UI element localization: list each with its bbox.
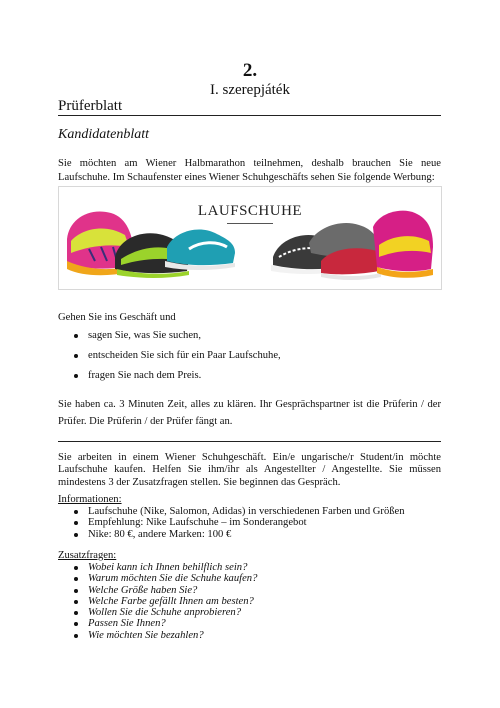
candidate-title: Kandidatenblatt (58, 127, 149, 142)
shoe-teal-icon (165, 229, 235, 270)
info-list (58, 506, 405, 540)
time-instruction: Sie haben ca. 3 Minuten Zeit, alles zu klären. Ihr Gesprächspartner ist die Prüferin / der Prüfer. Die Prüferin / der Prüfer fängt an. (58, 399, 441, 427)
section-rule (58, 441, 441, 442)
list-item: Wie möchten Sie bezahlen? (58, 630, 257, 641)
shoe-magenta-yellow-icon (373, 211, 433, 278)
info-heading: Informationen: (58, 494, 122, 505)
roleplay-title: I. szerepjáték (210, 82, 290, 98)
ad-title: LAUFSCHUHE (197, 203, 303, 219)
go-instruction: Gehen Sie ins Geschäft und (58, 312, 176, 323)
candidate-intro: Sie möchten am Wiener Halbmarathon teilnehmen, deshalb brauchen Sie neue Laufschuhe. Im Schaufenster eines Wiener Schuhgeschäfts sehen Sie folgende Werbung: (58, 158, 441, 183)
list-item: Laufschuhe (Nike, Salomon, Adidas) in verschiedenen Farben und Größen (58, 506, 405, 517)
header-rule (58, 115, 441, 116)
examiner-intro: Sie arbeiten in einem Wiener Schuhgeschäft. Ein/e ungarische/r Student/in möchte Laufschuhe kaufen. Helfen Sie ihm/ihr als Angestellter / Angestellte. Sie müssen mindestens 3 der Zusatzfragen stellen. Sie beginnen das Gespräch. (58, 452, 441, 488)
ad-image (58, 186, 442, 290)
questions-heading: Zusatzfragen: (58, 550, 117, 561)
list-item: Wobei kann ich Ihnen behilflich sein? (58, 562, 257, 573)
questions-list (58, 562, 257, 641)
list-item: Welche Farbe gefällt Ihnen am besten? (58, 596, 257, 607)
sheet-title: Prüferblatt (58, 98, 123, 114)
ad-title-underline (227, 223, 273, 224)
list-item: Empfehlung: Nike Laufschuhe – im Sonderangebot (58, 517, 405, 528)
list-item: entscheiden Sie sich für ein Paar Laufschuhe, (58, 349, 281, 369)
list-item: sagen Sie, was Sie suchen, (58, 329, 281, 349)
task-list (58, 329, 281, 389)
list-item: fragen Sie nach dem Preis. (58, 369, 281, 389)
list-item: Nike: 80 €, andere Marken: 100 € (58, 529, 405, 540)
list-item: Passen Sie Ihnen? (58, 618, 257, 629)
list-item: Wollen Sie die Schuhe anprobieren? (58, 607, 257, 618)
list-item: Warum möchten Sie die Schuhe kaufen? (58, 573, 257, 584)
list-item: Welche Größe haben Sie? (58, 585, 257, 596)
page-number: 2. (242, 60, 258, 81)
